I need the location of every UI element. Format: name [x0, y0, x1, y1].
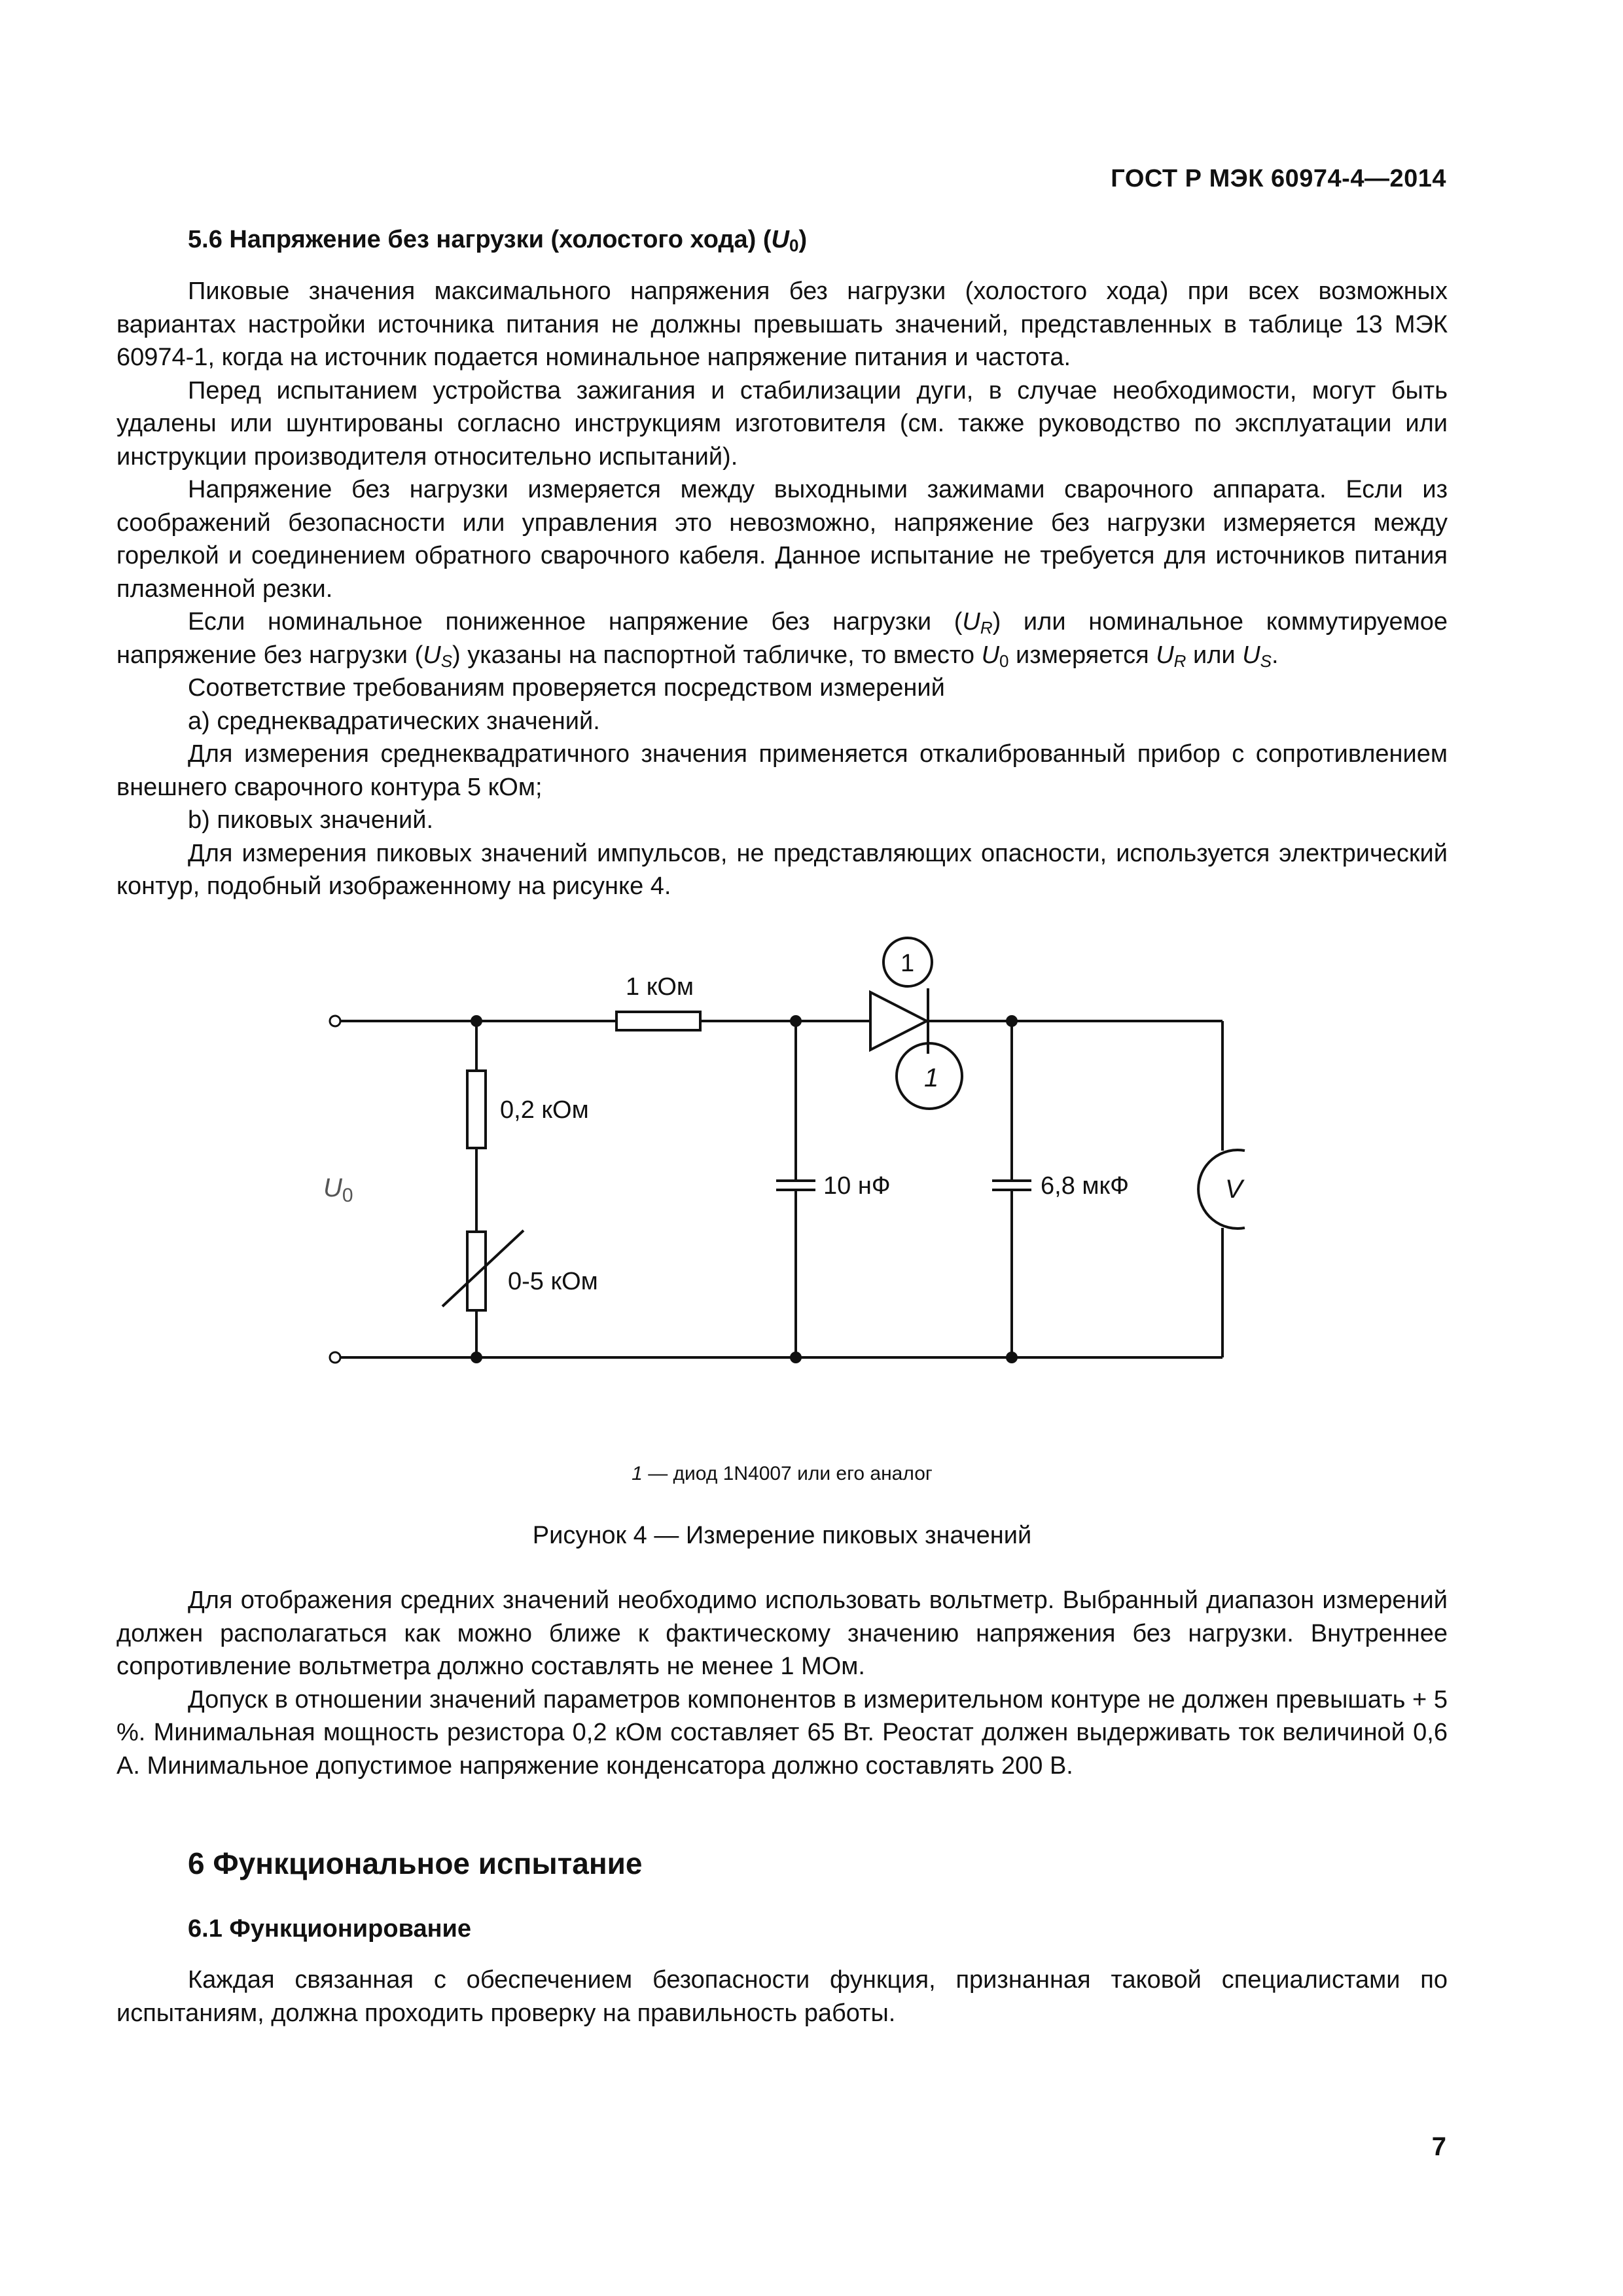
- resistor-1-kohm: [616, 1012, 700, 1030]
- rheostat-0-5-kohm: [467, 1232, 486, 1310]
- paragraph: Допуск в отношении значений параметров компонентов в измерительном контуре не должен превышать + 5 %. Минимальная мощность резистора 0,2 кОм составляет 65 Вт. Реостат должен выдерживать ток величиной 0,6 А. Минимальное допустимое напряжение конденсатора должно составлять 200 В.: [116, 1685, 1448, 1780]
- figure-caption: Рисунок 4 — Измерение пиковых значений: [532, 1522, 1032, 1549]
- section-6-title: 6 Функциональное испытание: [188, 1846, 643, 1880]
- paragraph: Для измерения пиковых значений импульсов, не представляющих опасности, используется электрический контур, подобный изображенному на рисунке 4.: [116, 839, 1448, 900]
- figure-legend: 1 — диод 1N4007 или его аналог: [632, 1463, 933, 1484]
- page-number: 7: [1431, 2132, 1446, 2161]
- label-0-2-kohm: 0,2 кОм: [500, 1096, 589, 1124]
- voltmeter-label: V: [1225, 1175, 1243, 1204]
- paragraph: Каждая связанная с обеспечением безопасности функция, признанная таковой специалистами по испытаниям, должна проходить проверку на правильность работы.: [116, 1966, 1448, 2027]
- paragraph: Для отображения средних значений необходимо использовать вольтметр. Выбранный диапазон измерений должен располагаться как можно ближе к фактическому значению напряжения без нагрузки. Внутреннее сопротивление вольтметра должно составлять не менее 1 МОм.: [116, 1587, 1448, 1680]
- paragraph: Напряжение без нагрузки измеряется между выходными зажимами сварочного аппарата. Если из соображений безопасности или управления это невозможно, напряжение без нагрузки измеряется между горелкой и соединением обратного сварочного кабеля. Данное испытание не требуется для источников питания плазменной резки.: [116, 476, 1448, 603]
- label-6-8-uf: 6,8 мкФ: [1041, 1172, 1130, 1200]
- label-1-kohm: 1 кОм: [626, 973, 694, 1001]
- paragraph: Если номинальное пониженное напряжение без нагрузки $(U_R)$ или номинальное коммутируемое напряжение без нагрузки $(U_S)$ указаны на паспортной табличке, то вместо $U_0$ измеряется $U_R$ или $U_S$.: [116, 608, 1448, 671]
- section-6-1-title: 6.1 Функционирование: [188, 1915, 472, 1943]
- callout-number: 1: [901, 950, 915, 977]
- section-6-1-body: [116, 1964, 1448, 2030]
- terminal-top: [330, 1016, 340, 1026]
- terminal-bottom: [330, 1352, 340, 1363]
- resistor-0-2-kohm: [467, 1071, 486, 1148]
- diode-icon: [870, 992, 927, 1050]
- label-0-5-kohm: 0-5 кОм: [508, 1268, 598, 1295]
- diode-tag-number: 1: [924, 1064, 939, 1092]
- paragraph: Пиковые значения максимального напряжения без нагрузки (холостого хода) при всех возможных вариантах настройки источника питания не должны превышать значений, представленных в таблице 13 МЭК 60974-1, когда на источник подается номинальное напряжение питания и частота.: [116, 278, 1448, 371]
- paragraph: Перед испытанием устройства зажигания и стабилизации дуги, в случае необходимости, могут быть удалены или шунтированы согласно инструкциям изготовителя (см. также руководство по эксплуатации или инструкции производителя относительно испытаний).: [116, 376, 1448, 471]
- list-item: a) среднеквадратических значений.: [188, 707, 600, 735]
- after-figure-body: [116, 1584, 1448, 1782]
- paragraph: Для измерения среднеквадратичного значения применяется откалиброванный прибор с сопротивлением внешнего сварочного контура 5 кОм;: [116, 740, 1448, 801]
- section-5-6-body: [116, 275, 1448, 903]
- label-10-nf: 10 нФ: [823, 1172, 891, 1200]
- list-item: b) пиковых значений.: [188, 806, 434, 834]
- section-5-6-title: 5.6 Напряжение без нагрузки (холостого хода) $(U_0)$: [188, 226, 808, 255]
- circuit-diagram: [0, 903, 1623, 1401]
- label-u0: $U_0$: [323, 1174, 353, 1206]
- paragraph: Соответствие требованиям проверяется посредством измерений: [188, 674, 945, 702]
- document-header: ГОСТ Р МЭК 60974-4—2014: [1111, 165, 1446, 192]
